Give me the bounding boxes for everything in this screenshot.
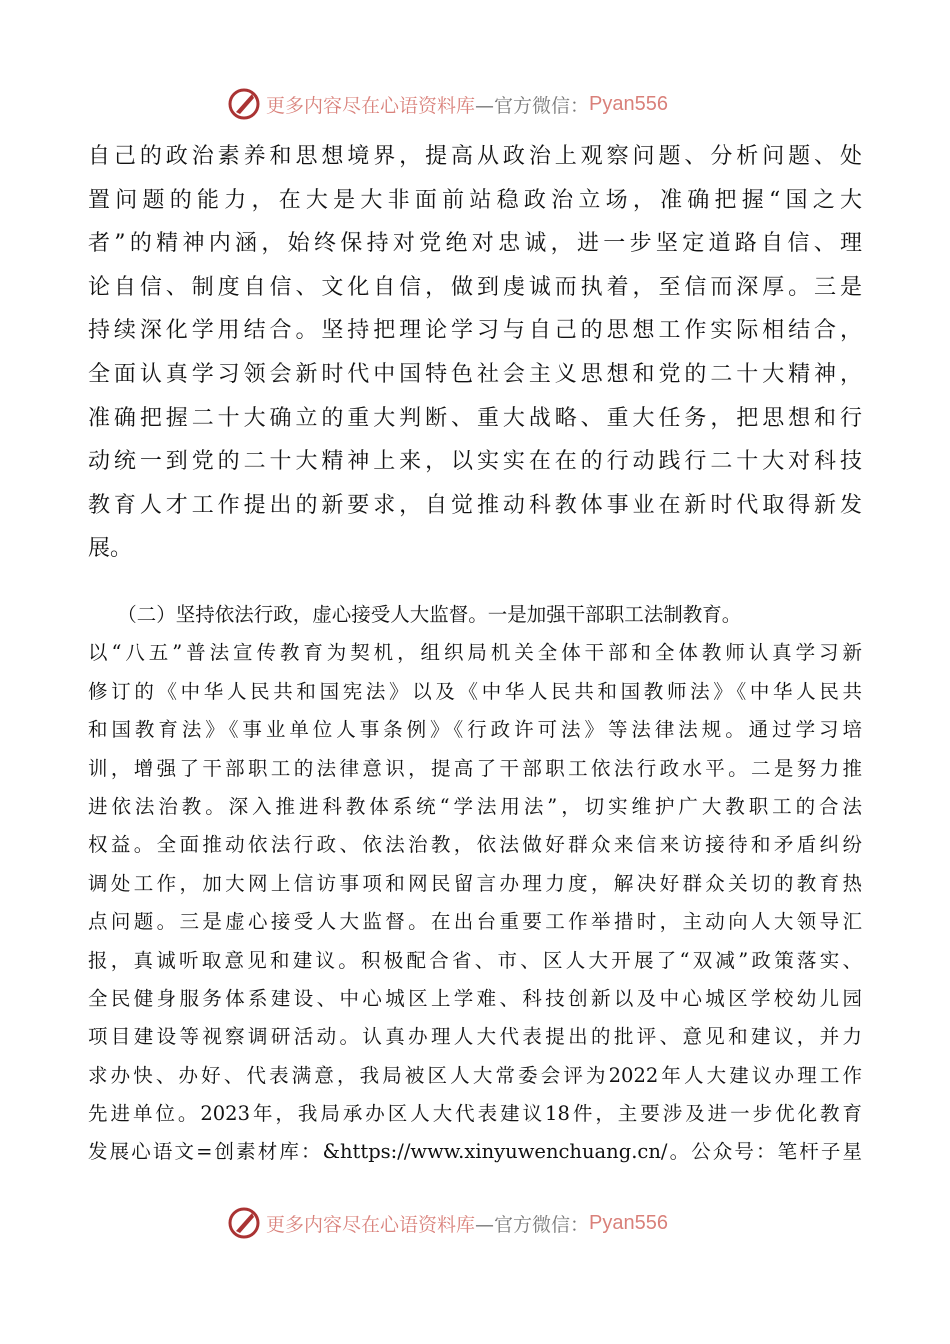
- text-line: 全民健身服务体系建设、中心城区上学难、科技创新以及中心城区学校幼儿园: [88, 986, 862, 1010]
- text-line: 训，增强了干部职工的法律意识，提高了干部职工依法行政水平。二是努力推: [88, 756, 862, 780]
- watermark-text: —官方微信：: [475, 1213, 590, 1236]
- text-line: 先进单位。2023年，我局承办区人大代表建议18件，主要涉及进一步优化教育: [88, 1102, 862, 1126]
- text-line: 自己的政治素养和思想境界，提高从政治上观察问题、分析问题、处: [88, 144, 862, 169]
- text-line: 调处工作，加大网上信访事项和网民留言办理力度，解决好群众关切的教育热: [88, 871, 862, 895]
- header-watermark: [226, 84, 668, 124]
- pen-logo-icon: [226, 1205, 262, 1241]
- watermark-text: 更多内容尽在心语资料库: [266, 94, 476, 117]
- watermark-id: Pyan556: [589, 92, 668, 115]
- text-line: 持续深化学用结合。坚持把理论学习与自己的思想工作实际相结合，: [88, 318, 862, 344]
- text-line: （二）坚持依法行政，虚心接受人大监督。一是加强干部职工法制教育。: [88, 603, 742, 626]
- text-line: 和国教育法》《事业单位人事条例》《行政许可法》等法律法规。通过学习培: [88, 718, 862, 742]
- text-line: 修订的《中华人民共和国宪法》以及《中华人民共和国教师法》《中华人民共: [88, 679, 862, 703]
- pen-logo-icon: [226, 86, 262, 122]
- text-line: 报，真诚听取意见和建议。积极配合省、市、区人大开展了“双减”政策落实、: [88, 948, 862, 972]
- watermark-id: Pyan556: [589, 1211, 668, 1234]
- paragraph-1: [88, 140, 862, 576]
- footer-watermark: [226, 1203, 668, 1243]
- text-line: 发展心语文=创素材库：&https://www.xinyuwenchuang.cn/。公众号：笔杆子星: [88, 1140, 862, 1164]
- text-line: 展。: [88, 536, 133, 562]
- text-line: 准确把握二十大确立的重大判断、重大战略、重大任务，把思想和行: [88, 405, 862, 431]
- text-line: 权益。全面推动依法行政、依法治教，依法做好群众来信来访接待和矛盾纠纷: [88, 833, 862, 857]
- text-line: 者”的精神内涵，始终保持对党绝对忠诚，进一步坚定道路自信、理: [88, 231, 862, 257]
- text-line: 教育人才工作提出的新要求，自觉推动科教体事业在新时代取得新发: [88, 492, 862, 518]
- text-line: 点问题。三是虚心接受人大监督。在出台重要工作举措时，主动向人大领导汇: [88, 910, 862, 934]
- text-line: 以“八五”普法宣传教育为契机，组织局机关全体干部和全体教师认真学习新: [88, 641, 862, 665]
- watermark-text: —官方微信：: [475, 94, 590, 117]
- text-line: 进依法治教。深入推进科教体系统“学法用法”，切实维护广大教职工的合法: [88, 794, 862, 818]
- text-line: 论自信、制度自信、文化自信，做到虔诚而执着，至信而深厚。三是: [88, 274, 862, 300]
- text-line: 全面认真学习领会新时代中国特色社会主义思想和党的二十大精神，: [88, 361, 862, 387]
- text-line: 项目建设等视察调研活动。认真办理人大代表提出的批评、意见和建议，并力: [88, 1025, 862, 1049]
- text-line: 置问题的能力，在大是大非面前站稳政治立场，准确把握“国之大: [88, 187, 862, 213]
- text-line: 求办快、办好、代表满意，我局被区人大常委会评为2022年人大建议办理工作: [88, 1063, 862, 1087]
- watermark-text: 更多内容尽在心语资料库: [266, 1213, 476, 1236]
- paragraph-2: [88, 600, 862, 1176]
- text-line: 动统一到党的二十大精神上来，以实实在在的行动践行二十大对科技: [88, 449, 862, 475]
